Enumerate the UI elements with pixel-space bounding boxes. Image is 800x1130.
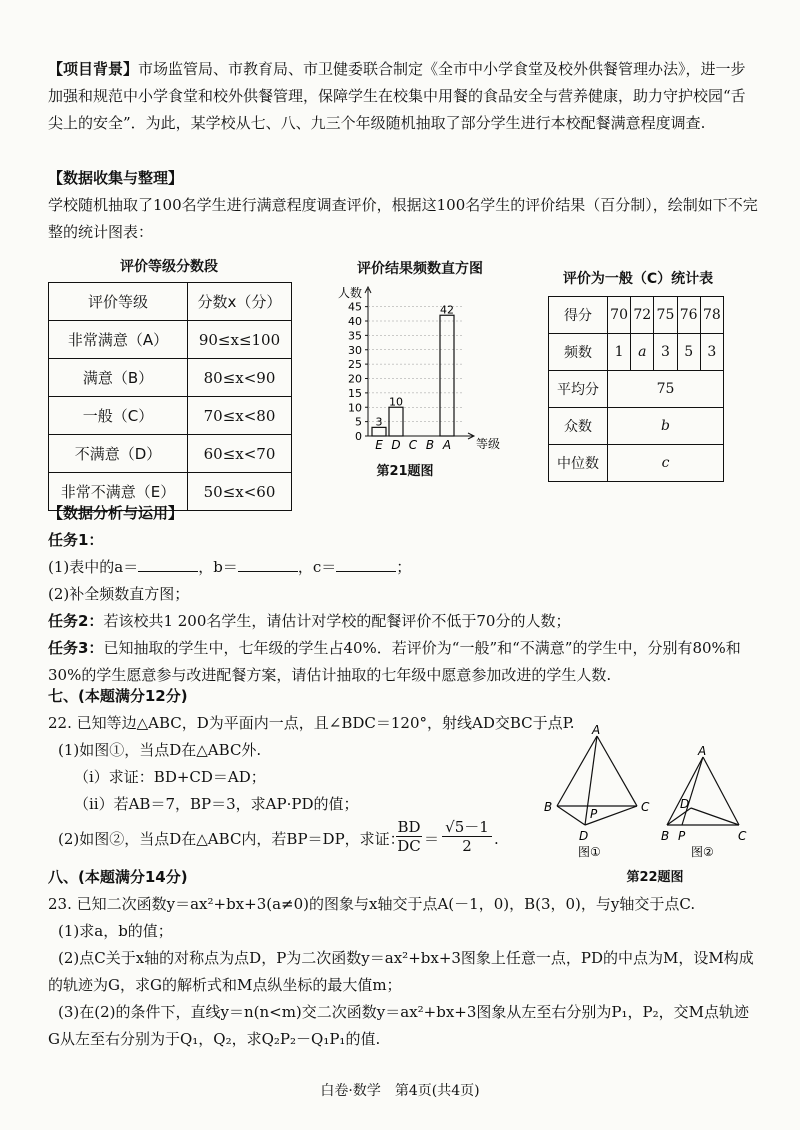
table-cell: 72	[631, 297, 654, 334]
table-cell: 不满意（D）	[49, 435, 188, 473]
analysis-section	[48, 500, 760, 689]
task1-q1-a: (1)表中的a＝	[48, 558, 139, 576]
fig1-label: C	[641, 800, 650, 814]
x-tick-label: D	[391, 438, 401, 452]
table-cell: 75	[654, 297, 677, 334]
table-header-row	[49, 283, 292, 321]
task3-label: 任务3：	[48, 639, 104, 657]
answer-blank-c	[336, 555, 396, 572]
bar-data-label: 42	[440, 303, 454, 317]
period: .	[494, 830, 499, 848]
mode-label: 众数	[549, 408, 608, 445]
task1-q1-end: ；	[396, 558, 412, 576]
table2-title: 评价为一般（C）统计表	[562, 271, 714, 287]
table-cell: 70≤x<80	[188, 397, 292, 435]
question-22-part1-i: （ⅰ）求证：BD+CD＝AD；	[74, 768, 266, 786]
question-23-stem: 23. 已知二次函数y＝ax²+bx+3(a≠0)的图象与x轴交于点A(－1，0)，B(3，0)，与y轴交于点C.	[48, 895, 696, 913]
fig2-label: C	[738, 829, 747, 843]
q22-figures-caption: 第22题图	[626, 870, 684, 885]
table-cell: 一般（C）	[49, 397, 188, 435]
table-row	[49, 397, 292, 435]
table-cell: 非常不满意（E）	[49, 473, 188, 511]
c-stats-table	[548, 296, 724, 482]
answer-blank-a	[138, 555, 198, 572]
y-tick-label: 40	[348, 315, 362, 328]
score-label: 得分	[549, 297, 608, 334]
q22-figures	[530, 722, 780, 862]
task1-q2: (2)补全频数直方图；	[48, 585, 190, 603]
freq-label: 频数	[549, 334, 608, 371]
table-header-cell: 分数x（分）	[188, 283, 292, 321]
mode-value: b	[608, 408, 724, 445]
background-text: 市场监管局、市教育局、市卫健委联合制定《全市中小学食堂及校外供餐管理办法》，进一步加强和规范中小学食堂和校外供餐管理，保障学生在校集中用餐的食品安全与营养健康，助力守护校园“舌尖上的安全”．为此，某学校从七、八、九三个年级随机抽取了部分学生进行本校配餐满意程度调查.	[48, 60, 746, 132]
page-footer: 白卷·数学 第4页(共4页)	[320, 1083, 480, 1099]
table-row	[549, 408, 724, 445]
table-cell: 非常满意（A）	[49, 321, 188, 359]
table-cell: 90≤x≤100	[188, 321, 292, 359]
x-tick-label: B	[425, 438, 435, 452]
x-tick-label: A	[442, 438, 452, 452]
question-23-part2: (2)点C关于x轴的对称点为点D，P为二次函数y＝ax²+bx+3图象上任意一点，PD的中点为M，设M构成的轨迹为G，求G的解析式和M点纵坐标的最大值m；	[48, 949, 754, 994]
collection-text: 学校随机抽取了100名学生进行满意程度调查评价，根据这100名学生的评价结果（百分制），绘制如下不完整的统计图表：	[48, 196, 758, 241]
table-row	[549, 297, 724, 334]
fig2-label: A	[698, 744, 707, 758]
table-cell: 80≤x<90	[188, 359, 292, 397]
y-tick-label: 5	[355, 415, 362, 429]
y-tick-label: 30	[348, 343, 362, 357]
table-row	[549, 445, 724, 482]
task3-text: 已知抽取的学生中，七年级的学生占40%．若评价为“一般”和“不满意”的学生中，分别有80%和30%的学生愿意参与改进配餐方案，请估计抽取的七年级中愿意参加改进的学生人数.	[48, 639, 741, 684]
equals-sign: ＝	[424, 830, 440, 848]
question-22-part1: (1)如图①，当点D在△ABC外.	[58, 741, 262, 759]
y-axis-label: 人数	[338, 286, 363, 300]
table-row	[549, 334, 724, 371]
answer-blank-b	[238, 555, 298, 572]
table-cell: a	[631, 334, 654, 371]
task1-q1-b: ，b＝	[198, 558, 238, 576]
bar-data-label: 10	[389, 395, 403, 409]
fig2-label: P	[678, 829, 686, 843]
question-22-part1-ii: （ⅱ）若AB＝7，BP＝3，求AP·PD的值；	[74, 795, 359, 813]
table-row	[49, 435, 292, 473]
fig1-label: A	[592, 723, 601, 737]
figure-2	[667, 757, 739, 825]
fig2-label: B	[661, 829, 670, 843]
collection-tag: 【数据收集与整理】	[48, 169, 184, 187]
table-cell: 76	[677, 297, 700, 334]
frac-den: DC	[397, 837, 421, 855]
table-cell: 满意（B）	[49, 359, 188, 397]
background-tag: 【项目背景】	[48, 60, 139, 78]
frac-den: 2	[462, 837, 472, 855]
fig2-label: D	[680, 797, 690, 811]
table-cell: 70	[608, 297, 631, 334]
table-row	[49, 359, 292, 397]
y-tick-label: 35	[348, 329, 362, 343]
task2-text: 若该校共1 200名学生，请估计对学校的配餐评价不低于70分的人数；	[103, 612, 571, 630]
question-23-part1: (1)求a，b的值；	[58, 922, 173, 940]
table-cell: 3	[700, 334, 723, 371]
x-axis-label: 等级	[476, 437, 501, 451]
table-cell: 50≤x<60	[188, 473, 292, 511]
y-tick-label: 15	[348, 386, 362, 400]
table-cell: 1	[608, 334, 631, 371]
bar-E	[372, 427, 386, 436]
x-tick-label: E	[375, 438, 383, 452]
question-23-part3: (3)在(2)的条件下，直线y＝n(n<m)交二次函数y＝ax²+bx+3图象从左至右分别为P₁，P₂，交M点轨迹G从左至右分别为于Q₁，Q₂，求Q₂P₂－Q₁P₁的值.	[48, 1003, 749, 1048]
table-row	[49, 321, 292, 359]
chart-title: 评价结果频数直方图	[357, 261, 483, 277]
frequency-histogram	[318, 283, 518, 455]
table-cell: 60≤x<70	[188, 435, 292, 473]
fig2-caption: 图②	[691, 845, 714, 859]
chart-caption: 第21题图	[376, 464, 434, 479]
section-8-heading: 八、(本题满分14分)	[48, 868, 188, 886]
y-tick-label: 25	[348, 358, 362, 372]
fig1-caption: 图①	[578, 845, 601, 859]
grade-range-table	[48, 282, 292, 511]
fig1-label: D	[579, 829, 589, 843]
y-tick-label: 10	[348, 401, 362, 415]
question-22-stem: 22. 已知等边△ABC，D为平面内一点，且∠BDC＝120°，射线AD交BC于点P.	[48, 714, 575, 732]
table-cell: 3	[654, 334, 677, 371]
table-cell: 5	[677, 334, 700, 371]
bar-data-label: 3	[375, 415, 383, 429]
analysis-tag: 【数据分析与运用】	[48, 504, 184, 522]
mean-label: 平均分	[549, 371, 608, 408]
table1-title: 评价等级分数段	[120, 259, 218, 275]
y-tick-label: 0	[355, 430, 362, 443]
y-tick-label: 45	[348, 300, 362, 314]
fraction-root5	[442, 818, 492, 855]
data-collection	[48, 165, 760, 246]
frac-num: BD	[397, 818, 421, 836]
table-header-cell: 评价等级	[49, 283, 188, 321]
median-label: 中位数	[549, 445, 608, 482]
fig1-label: P	[590, 807, 598, 821]
table-cell: 78	[700, 297, 723, 334]
median-value: c	[608, 445, 724, 482]
bar-A	[440, 315, 454, 436]
project-background	[48, 56, 760, 137]
x-tick-label: C	[408, 438, 418, 452]
table-row	[549, 371, 724, 408]
y-tick-label: 20	[348, 372, 362, 386]
frac-num: √5－1	[442, 818, 492, 837]
mean-value: 75	[608, 371, 724, 408]
fig1-label: B	[544, 800, 553, 814]
task1-label: 任务1：	[48, 531, 104, 549]
task2-label: 任务2：	[48, 612, 104, 630]
task1-q1-c: ，c＝	[297, 558, 337, 576]
part2-text: (2)如图②，当点D在△ABC内，若BP＝DP，求证：	[58, 830, 405, 848]
fraction-bd-dc	[396, 818, 422, 855]
section-7-heading: 七、(本题满分12分)	[48, 687, 188, 705]
question-22-part2	[58, 818, 538, 858]
